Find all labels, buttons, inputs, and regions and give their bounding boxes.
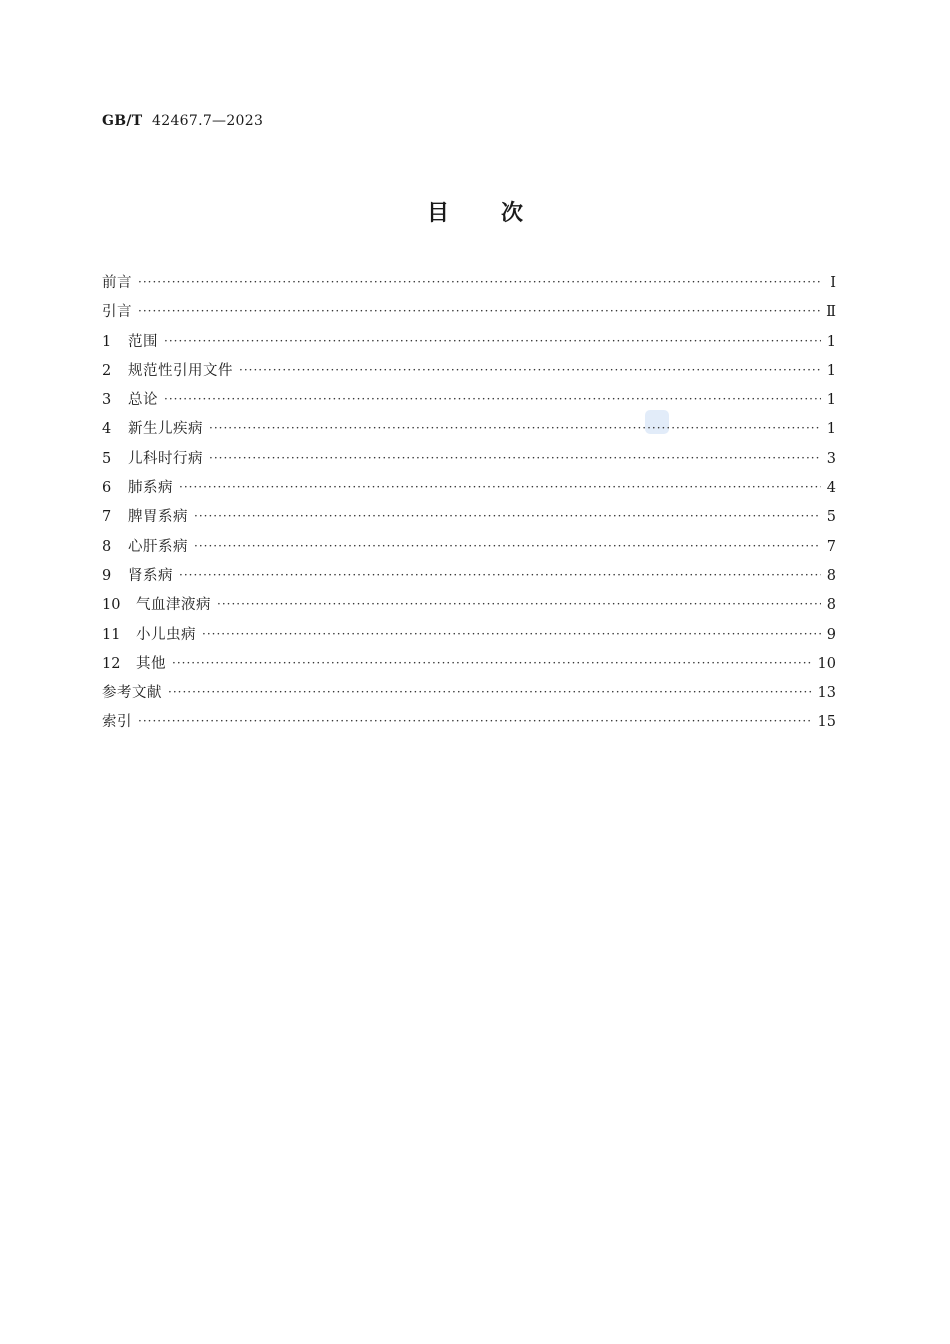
toc-leader-dots (194, 539, 821, 553)
toc-title-char-1: 目 (426, 201, 449, 226)
toc-entry-page: Ⅱ (826, 304, 836, 321)
toc-entry-page: 1 (826, 362, 836, 379)
toc-entry-label: 前言 (102, 275, 132, 291)
toc-title (0, 196, 950, 227)
toc-entry-page: 3 (826, 450, 836, 467)
toc-entry-page: 13 (817, 685, 836, 702)
toc-entry-page: 4 (826, 480, 836, 497)
toc-entry-page: 1 (826, 333, 836, 350)
toc-entry-label: 小儿虫病 (136, 626, 196, 643)
toc-leader-dots (138, 304, 820, 318)
toc-leader-dots (168, 685, 812, 699)
toc-entry-page: 7 (826, 538, 836, 555)
toc-leader-dots (172, 656, 812, 670)
toc-entry-5[interactable] (102, 447, 836, 476)
toc-entry-label: 儿科时行病 (128, 450, 203, 467)
toc-entry-label: 参考文献 (102, 685, 162, 702)
toc-entry-label: 肺系病 (128, 480, 173, 497)
toc-leader-dots (138, 714, 812, 728)
toc-list (102, 271, 836, 740)
toc-entry-page: Ⅰ (830, 275, 836, 291)
toc-entry-page: 9 (826, 626, 836, 643)
toc-entry-bibliography[interactable] (102, 681, 836, 710)
toc-entry-label: 引言 (102, 304, 132, 321)
toc-entry-number: 4 (102, 421, 112, 438)
toc-leader-dots (239, 363, 821, 377)
toc-entry-2[interactable] (102, 359, 836, 388)
toc-entry-page: 15 (817, 714, 836, 731)
toc-entry-introduction[interactable] (102, 300, 836, 329)
toc-entry-11[interactable] (102, 623, 836, 652)
toc-entry-number: 1 (102, 333, 112, 350)
toc-entry-10[interactable] (102, 593, 836, 622)
toc-entry-number: 8 (102, 538, 112, 555)
toc-leader-dots (209, 421, 821, 435)
toc-leader-dots (202, 627, 821, 641)
toc-entry-number: 6 (102, 480, 112, 497)
toc-entry-label: 范围 (128, 333, 158, 350)
toc-entry-6[interactable] (102, 476, 836, 505)
toc-entry-page: 1 (826, 421, 836, 438)
toc-title-char-2: 次 (501, 201, 524, 226)
toc-entry-page: 5 (826, 509, 836, 526)
toc-entry-1[interactable] (102, 330, 836, 359)
toc-entry-number: 9 (102, 567, 112, 584)
standard-code-prefix: GB/T (102, 113, 143, 129)
toc-entry-label: 肾系病 (128, 567, 173, 584)
toc-entry-3[interactable] (102, 388, 836, 417)
toc-entry-label: 气血津液病 (136, 597, 211, 614)
toc-leader-dots (194, 509, 821, 523)
toc-leader-dots (209, 451, 821, 465)
toc-entry-label: 总论 (128, 392, 158, 409)
toc-entry-number: 10 (102, 597, 121, 614)
toc-entry-label: 脾胃系病 (128, 509, 188, 526)
toc-entry-page: 8 (826, 567, 836, 584)
toc-leader-dots (164, 334, 821, 348)
toc-leader-dots (217, 597, 821, 611)
toc-entry-label: 规范性引用文件 (128, 362, 233, 379)
standard-code (102, 113, 263, 129)
toc-entry-label: 其他 (136, 655, 166, 672)
toc-entry-9[interactable] (102, 564, 836, 593)
toc-entry-4[interactable] (102, 417, 836, 446)
toc-entry-number: 11 (102, 626, 121, 643)
toc-leader-dots (164, 392, 821, 406)
toc-leader-dots (179, 480, 821, 494)
standard-code-number: 42467.7—2023 (152, 113, 264, 129)
toc-entry-page: 1 (826, 392, 836, 409)
toc-leader-dots (179, 568, 821, 582)
toc-entry-7[interactable] (102, 505, 836, 534)
toc-entry-label: 心肝系病 (128, 538, 188, 555)
toc-entry-number: 5 (102, 450, 112, 467)
toc-entry-number: 12 (102, 655, 121, 672)
toc-entry-number: 7 (102, 509, 112, 526)
toc-entry-label: 索引 (102, 714, 132, 731)
toc-entry-12[interactable] (102, 652, 836, 681)
toc-entry-number: 2 (102, 362, 112, 379)
toc-entry-number: 3 (102, 392, 112, 409)
toc-entry-index[interactable] (102, 710, 836, 739)
toc-entry-foreword[interactable] (102, 271, 836, 300)
toc-entry-8[interactable] (102, 535, 836, 564)
toc-entry-page: 8 (826, 597, 836, 614)
toc-entry-page: 10 (817, 655, 836, 672)
toc-leader-dots (138, 275, 822, 289)
toc-entry-label: 新生儿疾病 (128, 421, 203, 438)
